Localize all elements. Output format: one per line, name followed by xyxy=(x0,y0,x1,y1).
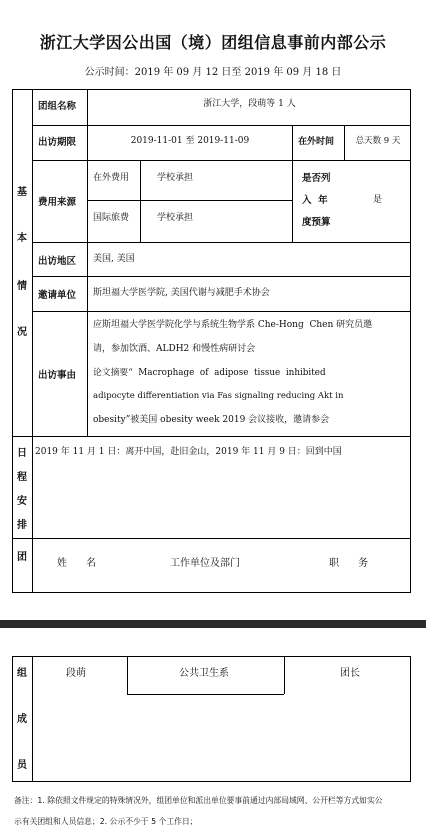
inviter-value: 斯坦福大学医学院, 美国代谢与减肥手术协会 xyxy=(93,288,270,298)
intl-travel-value: 学校承担 xyxy=(157,213,194,223)
publicity-period: 公示时间：2019 年 09 月 12 日至 2019 年 09 月 18 日 xyxy=(84,67,342,78)
section-basic-4: 况 xyxy=(17,327,27,338)
inviter-label: 邀请单位 xyxy=(38,290,77,301)
reason-line: obesity”被美国 obesity week 2019 会议接收，邀请参会 xyxy=(93,415,330,425)
overseas-cost-label: 在外费用 xyxy=(93,173,130,183)
section-group: 团 xyxy=(17,552,27,563)
section-basic-1: 基 xyxy=(17,187,27,198)
reason-label: 出访事由 xyxy=(38,370,77,381)
member-title: 团长 xyxy=(340,668,360,679)
section-basic-3: 情 xyxy=(17,281,27,292)
member-name: 段萌 xyxy=(66,668,86,679)
section-schedule-3: 安 xyxy=(17,496,27,507)
section-members-3: 员 xyxy=(17,760,27,771)
section-members-1: 组 xyxy=(17,668,27,679)
schedule-text: 2019 年 11 月 1 日：离开中国，赴旧金山，2019 年 11 月 9 日：回到中国 xyxy=(35,447,342,457)
days-label: 在外时间 xyxy=(298,137,335,147)
header-unit: 工作单位及部门 xyxy=(170,558,240,569)
group-name-value: 浙江大学，段萌等 1 人 xyxy=(203,99,296,109)
funding-label: 费用来源 xyxy=(38,197,77,208)
overseas-cost-value: 学校承担 xyxy=(157,173,194,183)
region-value: 美国, 美国 xyxy=(93,254,135,264)
section-basic-2: 本 xyxy=(17,233,27,244)
region-label: 出访地区 xyxy=(38,256,77,267)
note-line-1: 备注：1. 除依照文件规定的特殊情况外，组团单位和派出单位要事前通过内部局域网、公开栏等方式如实公 xyxy=(14,796,383,805)
budget-value: 是 xyxy=(372,195,382,205)
budget-label-1: 是否列 xyxy=(302,173,331,184)
reason-line: 应斯坦福大学医学院化学与系统生物学系 Che-Hong Chen 研究员邀 xyxy=(93,320,373,330)
section-schedule-2: 程 xyxy=(17,472,27,483)
section-schedule-1: 日 xyxy=(17,448,27,459)
group-name-label: 团组名称 xyxy=(38,101,77,112)
reason-line: 论文摘要“ Macrophage of adipose tissue inhibited xyxy=(93,368,326,378)
member-unit: 公共卫生系 xyxy=(179,668,229,679)
page-break xyxy=(0,620,426,628)
page-title: 浙江大学因公出国（境）团组信息事前内部公示 xyxy=(39,33,387,52)
info-form xyxy=(12,89,411,593)
reason-line: adipocyte differentiation via Fas signaling reducing Akt in xyxy=(93,391,344,401)
header-name: 姓 名 xyxy=(57,558,97,569)
header-title: 职 务 xyxy=(329,558,369,569)
intl-travel-label: 国际旅费 xyxy=(93,213,130,223)
days-value: 总天数 9 天 xyxy=(355,136,401,146)
period-label: 出访期限 xyxy=(38,137,77,148)
budget-label-3: 度预算 xyxy=(302,217,331,228)
note-line-2: 示有关团组和人员信息；2. 公示不少于 5 个工作日； xyxy=(14,817,198,826)
reason-line: 请，参加饮酒、ALDH2 和慢性病研讨会 xyxy=(93,344,256,354)
section-members-2: 成 xyxy=(17,714,27,725)
section-schedule-4: 排 xyxy=(17,520,27,531)
budget-label-2: 入 年 xyxy=(302,195,328,206)
period-value: 2019-11-01 至 2019-11-09 xyxy=(130,136,250,146)
